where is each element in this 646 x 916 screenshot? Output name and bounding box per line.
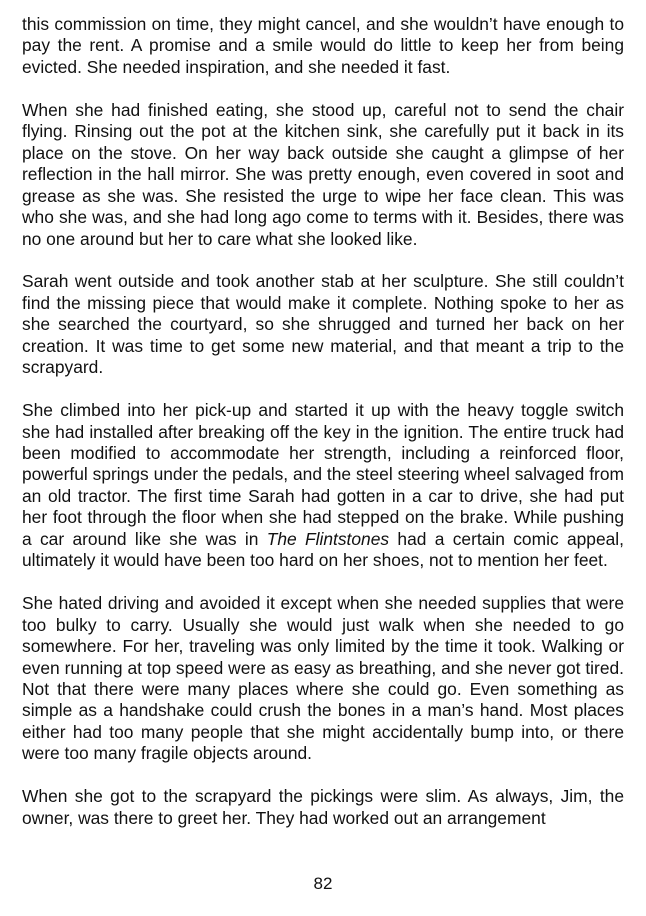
- paragraph: [22, 400, 624, 572]
- paragraph: When she had finished eating, she stood up, careful not to send the chair flying. Rinsing out the pot at the kitchen sink, she carefully put it back in its place on the stove. On her way back outside she caught a glimpse of her reflection in the hall mirror. She was pretty enough, even covered in soot and grease as she was. She resisted the urge to wipe her face clean. This was who she was, and she had long ago come to terms with it. Besides, there was no one around but her to care what she looked like.: [22, 99, 624, 249]
- paragraph: Sarah went outside and took another stab at her sculpture. She still couldn’t find the missing piece that would make it complete. Nothing spoke to her as she searched the courtyard, so she shrugged and turned her back on her creation. It was time to get some new material, and that meant a trip to the scrapyard.: [22, 271, 624, 378]
- paragraph-text: She climbed into her pick-up and started it up with the heavy toggle switch she had installed after breaking off the key in the ignition. The entire truck had been modified to accommodate her strength, including a reinforced floor, powerful springs under the pedals, and the steel steering wheel salvaged from an old tractor. The first time Sarah had gotten in a car to drive, she had put her foot through the floor when she had stepped on the brake. While pushing a car around like she was in: [22, 400, 624, 549]
- page-number: 82: [313, 874, 333, 893]
- page-body: [22, 14, 624, 829]
- paragraph: She hated driving and avoided it except when she needed supplies that were too bulky to carry. Usually she would just walk when she needed to go somewhere. For her, traveling was only limited by the time it took. Walking or even running at top speed were as easy as breathing, and she never got tired. Not that there were many places where she could go. Even something as simple as a handshake could crush the bones in a man’s hand. Most places either had too many people that she might accidentally bump into, or there were too many fragile objects around.: [22, 593, 624, 764]
- paragraph-text: had a certain comic appeal, ultimately it would have been too hard on her shoes, not to mention her feet.: [22, 528, 624, 571]
- book-title-italic: The Flintstones: [266, 528, 390, 549]
- paragraph: When she got to the scrapyard the pickings were slim. As always, Jim, the owner, was there to greet her. They had worked out an arrangement: [22, 786, 624, 828]
- paragraph: this commission on time, they might cancel, and she wouldn’t have enough to pay the rent. A promise and a smile would do little to keep her from being evicted. She needed inspiration, and she needed it fast.: [22, 14, 624, 77]
